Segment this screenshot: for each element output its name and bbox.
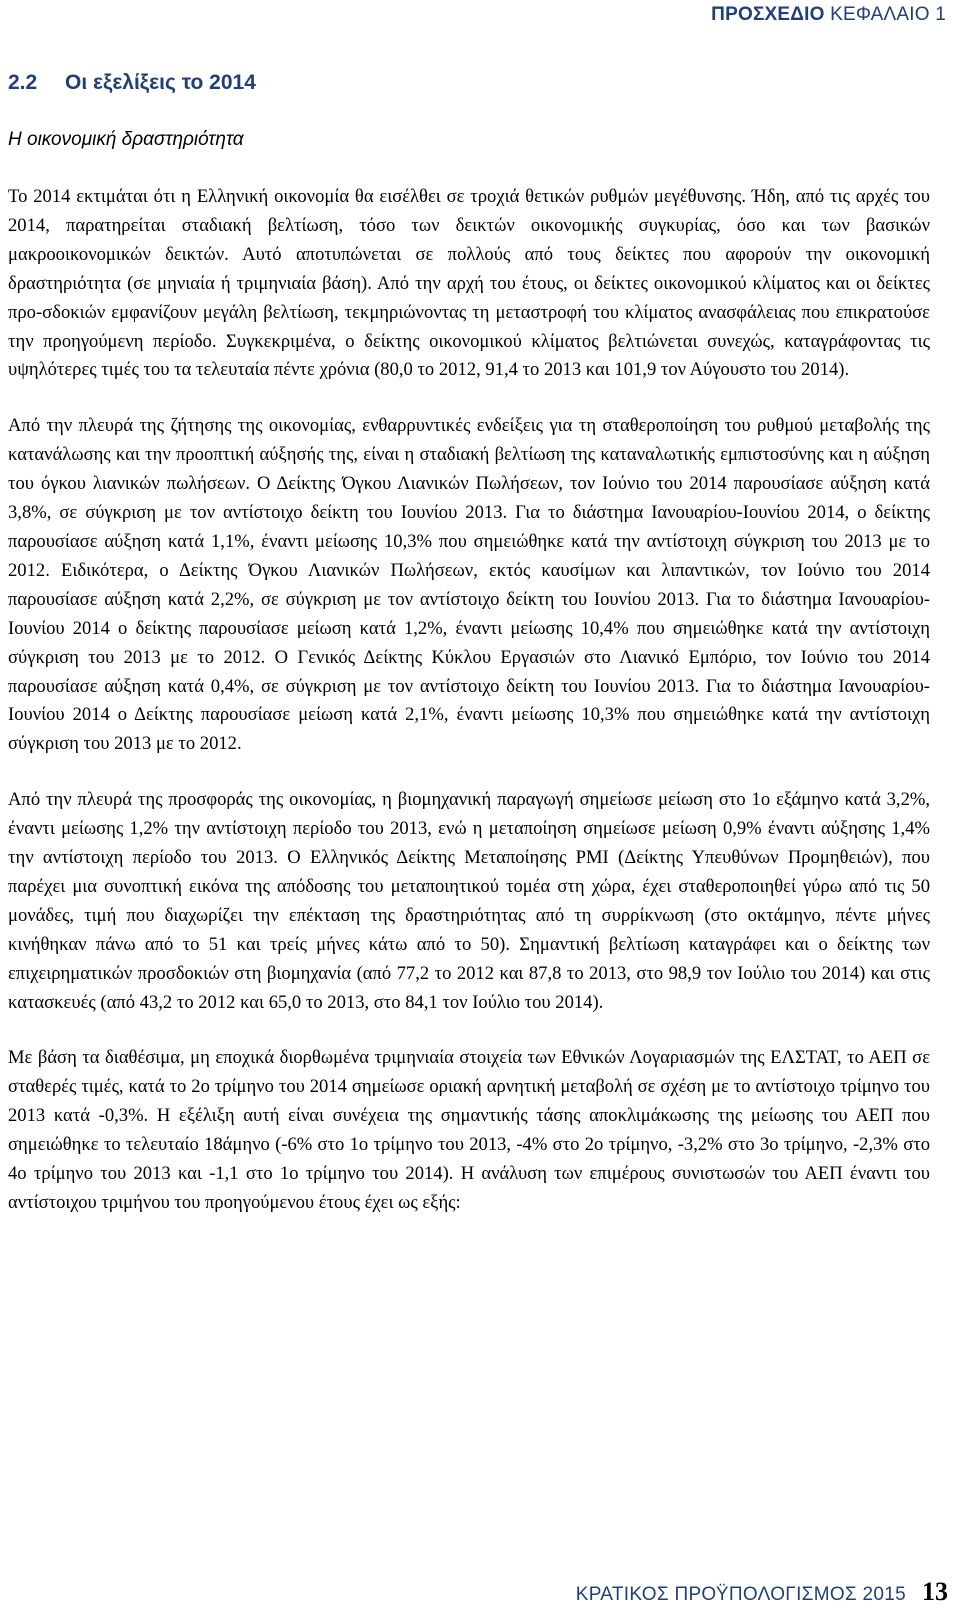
- running-header-chapter-label: ΚΕΦΑΛΑΙΟ 1: [830, 4, 946, 25]
- section-title: Οι εξελίξεις το 2014: [65, 71, 256, 94]
- section-number: 2.2: [8, 71, 38, 94]
- paragraph: Από την πλευρά της ζήτησης της οικονομίας, ενθαρρυντικές ενδείξεις για τη σταθεροποίηση του ρυθμού μεταβολής της κατανάλωσης και την προοπτική αύξησής της, είναι η σταδιακή βελτίωση της καταναλωτικής εμπιστοσύνης και η αύξηση του όγκου λιανικών πωλήσεων. Ο Δείκτης Όγκου Λιανικών Πωλήσεων, τον Ιούνιο του 2014 παρουσίασε αύξηση κατά 3,8%, σε σύγκριση με τον αντίστοιχο δείκτη του Ιουνίου 2013. Για το διάστημα Ιανουαρίου-Ιουνίου 2014, ο δείκτης παρουσίασε αύξηση κατά 1,1%, έναντι μείωσης 10,3% που σημειώθηκε κατά την αντίστοιχη σύγκριση του 2013 με το 2012. Ειδικότερα, ο Δείκτης Όγκου Λιανικών Πωλήσεων, εκτός καυσίμων και λιπαντικών, τον Ιούνιο του 2014 παρουσίασε αύξηση κατά 2,2%, σε σύγκριση με τον αντίστοιχο δείκτη του Ιουνίου 2013. Για το διάστημα Ιανουαρίου-Ιουνίου 2014 ο δείκτης παρουσίασε μείωση κατά 1,2%, έναντι μείωσης 10,4% που σημειώθηκε κατά την αντίστοιχη σύγκριση του 2013 με το 2012. Ο Γενικός Δείκτης Κύκλου Εργασιών στο Λιανικό Εμπόριο, τον Ιούνιο του 2014 παρουσίασε αύξηση κατά 0,4%, σε σύγκριση με τον αντίστοιχο δείκτη του Ιουνίου 2013. Για το διάστημα Ιανουαρίου-Ιουνίου 2014 ο Δείκτης παρουσίασε μείωση κατά 2,1%, έναντι μείωσης 10,3% που σημειώθηκε κατά την αντίστοιχη σύγκριση του 2013 με το 2012.: [8, 415, 930, 755]
- running-header-draft-label: ΠΡΟΣΧΕΔΙΟ: [711, 4, 825, 25]
- page-footer: [576, 1577, 948, 1607]
- paragraph: Από την πλευρά της προσφοράς της οικονομίας, η βιομηχανική παραγωγή σημείωσε μείωση στο 1ο εξάμηνο κατά 3,2%, έναντι μείωσης 1,2% την αντίστοιχη περίοδο του 2013, ενώ η μεταποίηση σημείωσε μείωση 0,9% έναντι αύξησης 1,4% την αντίστοιχη περίοδο του 2013. Ο Ελληνικός Δείκτης Μεταποίησης PMI (Δείκτης Υπευθύνων Προμηθειών), που παρέχει μια συνοπτική εικόνα της απόδοσης του μεταποιητικού τομέα στη χώρα, έχει σταθεροποιηθεί γύρω από τις 50 μονάδες, τιμή που διαχωρίζει την επέκταση της δραστηριότητας από τη συρρίκνωση (στο οκτάμηνο, πέντε μήνες κινήθηκαν πάνω από το 51 και τρείς μήνες κάτω από το 50). Σημαντική βελτίωση καταγράφει και ο δείκτης των επιχειρηματικών προσδοκιών στη βιομηχανία (από 77,2 το 2012 και 87,8 το 2013, στο 98,9 τον Ιούλιο του 2014) και στις κατασκευές (από 43,2 το 2012 και 65,0 το 2013, στο 84,1 τον Ιούλιο του 2014).: [8, 789, 930, 1013]
- paragraph: Το 2014 εκτιμάται ότι η Ελληνική οικονομία θα εισέλθει σε τροχιά θετικών ρυθμών μεγέθυνσης. Ήδη, από τις αρχές του 2014, παρατηρείται σταδιακή βελτίωση, τόσο των δεικτών οικονομικής συγκυρίας, όσο και των βασικών μακροοικονομικών δεικτών. Αυτό αποτυπώνεται σε πολλούς από τους δείκτες που αφορούν την οικονομική δραστηριότητα (σε μηνιαία ή τριμηνιαία βάση). Από την αρχή του έτους, οι δείκτες οικονομικού κλίματος και οι δείκτες προ-σδοκιών εμφανίζουν μεγάλη βελτίωση, τεκμηριώνοντας τη μεταστροφή του κλίματος ανασφάλειας που επικρατούσε την προηγούμενη περίοδο. Συγκεκριμένα, ο δείκτης οικονομικού κλίματος βελτιώνεται συνεχώς, καταγράφοντας τις υψηλότερες τιμές του τα τελευταία πέντε χρόνια (80,0 το 2012, 91,4 το 2013 και 101,9 τον Αύγουστο του 2014).: [8, 186, 930, 381]
- running-header: [711, 4, 946, 26]
- subheading: Η οικονομική δραστηριότητα: [8, 129, 244, 150]
- body-text: [8, 183, 930, 1245]
- section-heading: [8, 71, 256, 95]
- footer-title: ΚΡΑΤΙΚΟΣ ΠΡΟΫΠΟΛΟΓΙΣΜΟΣ 2015: [575, 1584, 906, 1605]
- page-number: 13: [922, 1577, 948, 1606]
- paragraph: Με βάση τα διαθέσιμα, μη εποχικά διορθωμένα τριμηνιαία στοιχεία των Εθνικών Λογαριασμών της ΕΛΣΤΑΤ, το ΑΕΠ σε σταθερές τιμές, κατά το 2ο τρίμηνο του 2014 σημείωσε οριακή αρνητική μεταβολή σε σχέση με το αντίστοιχο τρίμηνο του 2013 κατά -0,3%. Η εξέλιξη αυτή είναι συνέχεια της σημαντικής τάσης αποκλιμάκωσης της μείωσης του ΑΕΠ που σημειώθηκε το τελευταίο 18άμηνο (-6% στο 1ο τρίμηνο του 2013, -4% στο 2ο τρίμηνο, -3,2% στο 3ο τρίμηνο, -2,3% στο 4ο τρίμηνο του 2013 και -1,1 στο 1ο τρίμηνο του 2014). Η ανάλυση των επιμέρους συνιστωσών του ΑΕΠ έναντι του αντίστοιχου τριμήνου του προηγούμενου έτους έχει ως εξής:: [8, 1047, 930, 1213]
